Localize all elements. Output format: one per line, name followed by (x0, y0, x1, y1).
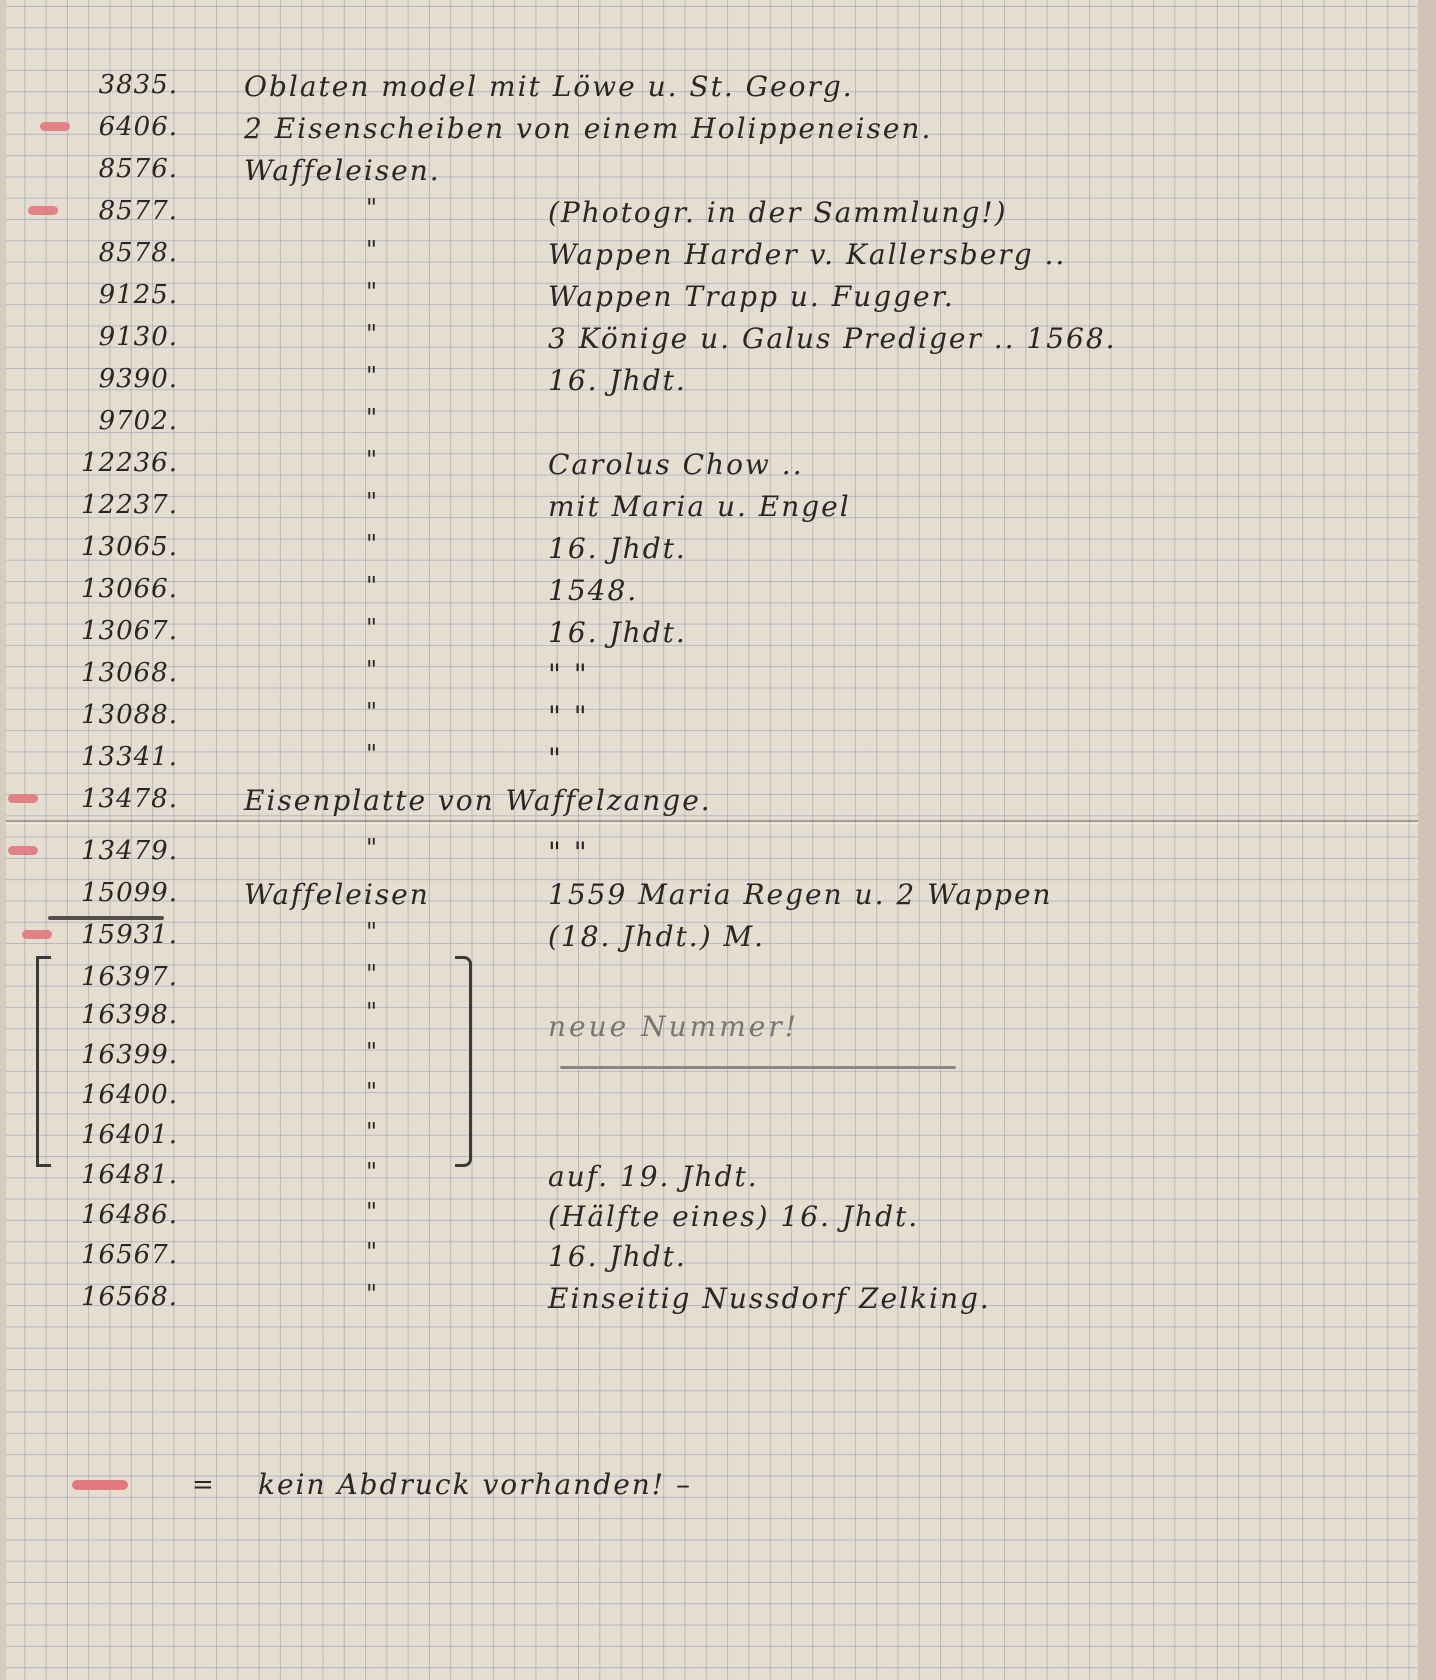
item-description: Eisenplatte von Waffelzange. (244, 784, 712, 817)
ditto-mark: " (366, 1158, 378, 1186)
item-description: Oblaten model mit Löwe u. St. Georg. (244, 70, 854, 103)
entry-row (0, 196, 1436, 236)
inventory-number: 13341. (81, 742, 178, 772)
ditto-mark: " (366, 656, 378, 684)
inventory-number: 8577. (98, 196, 178, 226)
entry-row (0, 836, 1436, 876)
ditto-mark: " (366, 614, 378, 642)
entry-row (0, 878, 1436, 918)
item-note: Einseitig Nussdorf Zelking. (548, 1282, 991, 1315)
inventory-number: 9130. (98, 322, 178, 352)
entry-row (0, 962, 1436, 1002)
inventory-number: 13478. (81, 784, 178, 814)
entry-row (0, 364, 1436, 404)
item-note: " (548, 742, 563, 775)
entry-row (0, 154, 1436, 194)
item-note: 3 Könige u. Galus Prediger .. 1568. (548, 322, 1117, 355)
item-description: 2 Eisenscheiben von einem Holippeneisen. (244, 112, 933, 145)
inventory-number: 13479. (81, 836, 178, 866)
item-note: 16. Jhdt. (548, 532, 687, 565)
item-description: Waffeleisen (244, 878, 430, 911)
item-note: (Photogr. in der Sammlung!) (548, 196, 1008, 229)
ditto-mark: " (366, 834, 378, 862)
item-note: (18. Jhdt.) M. (548, 920, 766, 953)
ditto-mark: " (366, 1038, 378, 1066)
inventory-number: 13067. (81, 616, 178, 646)
red-mark (22, 930, 52, 939)
entry-row (0, 280, 1436, 320)
ditto-mark: " (366, 236, 378, 264)
inventory-number: 13088. (81, 700, 178, 730)
red-mark (8, 846, 38, 855)
entry-row (0, 1240, 1436, 1280)
entry-row (0, 1282, 1436, 1322)
red-mark (8, 794, 38, 803)
item-note: Wappen Harder v. Kallersberg .. (548, 238, 1067, 271)
entry-row (0, 616, 1436, 656)
inventory-number: 12237. (81, 490, 178, 520)
ditto-mark: " (366, 530, 378, 558)
entry-row (0, 322, 1436, 362)
ditto-mark: " (366, 960, 378, 988)
item-note: 1559 Maria Regen u. 2 Wappen (548, 878, 1053, 911)
item-note: " " (548, 700, 589, 733)
ditto-mark: " (366, 194, 378, 222)
red-mark (40, 122, 70, 131)
inventory-number: 16568. (81, 1282, 178, 1312)
legend-red-mark (72, 1480, 128, 1490)
ditto-mark: " (366, 278, 378, 306)
item-note: 1548. (548, 574, 639, 607)
item-note: 16. Jhdt. (548, 616, 687, 649)
inventory-number: 8576. (98, 154, 178, 184)
entry-row (0, 1120, 1436, 1160)
item-note: Carolus Chow .. (548, 448, 804, 481)
ditto-mark: " (366, 446, 378, 474)
entry-row (0, 112, 1436, 152)
entry-row (0, 532, 1436, 572)
entry-row (0, 1160, 1436, 1200)
entry-row (0, 920, 1436, 960)
entry-row (0, 70, 1436, 110)
item-note: Wappen Trapp u. Fugger. (548, 280, 955, 313)
ditto-mark: " (366, 1238, 378, 1266)
bracket-note: neue Nummer! (548, 1010, 799, 1043)
entry-row (0, 700, 1436, 740)
ditto-mark: " (366, 404, 378, 432)
inventory-number: 13068. (81, 658, 178, 688)
ditto-mark: " (366, 488, 378, 516)
inventory-number: 16486. (81, 1200, 178, 1230)
legend-text: kein Abdruck vorhanden! – (258, 1468, 692, 1501)
red-mark (28, 206, 58, 215)
left-bracket (36, 956, 51, 1167)
item-note: " " (548, 658, 589, 691)
item-note: (Hälfte eines) 16. Jhdt. (548, 1200, 920, 1233)
ditto-mark: " (366, 1280, 378, 1308)
ditto-mark: " (366, 1118, 378, 1146)
entry-row (0, 448, 1436, 488)
ditto-mark: " (366, 572, 378, 600)
entry-row (0, 1040, 1436, 1080)
ditto-mark: " (366, 362, 378, 390)
ditto-mark: " (366, 998, 378, 1026)
inventory-number: 9702. (98, 406, 178, 436)
inventory-number: 6406. (98, 112, 178, 142)
ditto-mark: " (366, 320, 378, 348)
entry-row (0, 658, 1436, 698)
inventory-number: 13065. (81, 532, 178, 562)
inventory-number: 16398. (81, 1000, 178, 1030)
inventory-number: 9390. (98, 364, 178, 394)
item-description: Waffeleisen. (244, 154, 441, 187)
bracket-note-underline (560, 1066, 956, 1069)
entry-row (0, 1080, 1436, 1120)
inventory-number: 16399. (81, 1040, 178, 1070)
inventory-number: 16567. (81, 1240, 178, 1270)
inventory-number: 16401. (81, 1120, 178, 1150)
item-note: auf. 19. Jhdt. (548, 1160, 759, 1193)
entry-row (0, 1200, 1436, 1240)
item-note: " " (548, 836, 589, 869)
inventory-number: 13066. (81, 574, 178, 604)
inventory-number: 15931. (81, 920, 178, 950)
inventory-number: 3835. (98, 70, 178, 100)
inventory-number: 16481. (81, 1160, 178, 1190)
right-bracket (455, 956, 472, 1167)
entry-row (0, 406, 1436, 446)
entry-row (0, 742, 1436, 782)
item-note: mit Maria u. Engel (548, 490, 851, 523)
entry-row (0, 574, 1436, 614)
inventory-number: 16397. (81, 962, 178, 992)
ditto-mark: " (366, 1198, 378, 1226)
entry-row (0, 490, 1436, 530)
item-note: 16. Jhdt. (548, 364, 687, 397)
inventory-number: 16400. (81, 1080, 178, 1110)
inventory-number: 15099. (81, 878, 178, 908)
entry-row (0, 238, 1436, 278)
inventory-number: 9125. (98, 280, 178, 310)
inventory-number: 12236. (81, 448, 178, 478)
item-note: 16. Jhdt. (548, 1240, 687, 1273)
ditto-mark: " (366, 1078, 378, 1106)
ditto-mark: " (366, 740, 378, 768)
ditto-mark: " (366, 918, 378, 946)
ditto-mark: " (366, 698, 378, 726)
entry-row (0, 784, 1436, 824)
legend-equals: = (192, 1470, 214, 1500)
inventory-number: 8578. (98, 238, 178, 268)
